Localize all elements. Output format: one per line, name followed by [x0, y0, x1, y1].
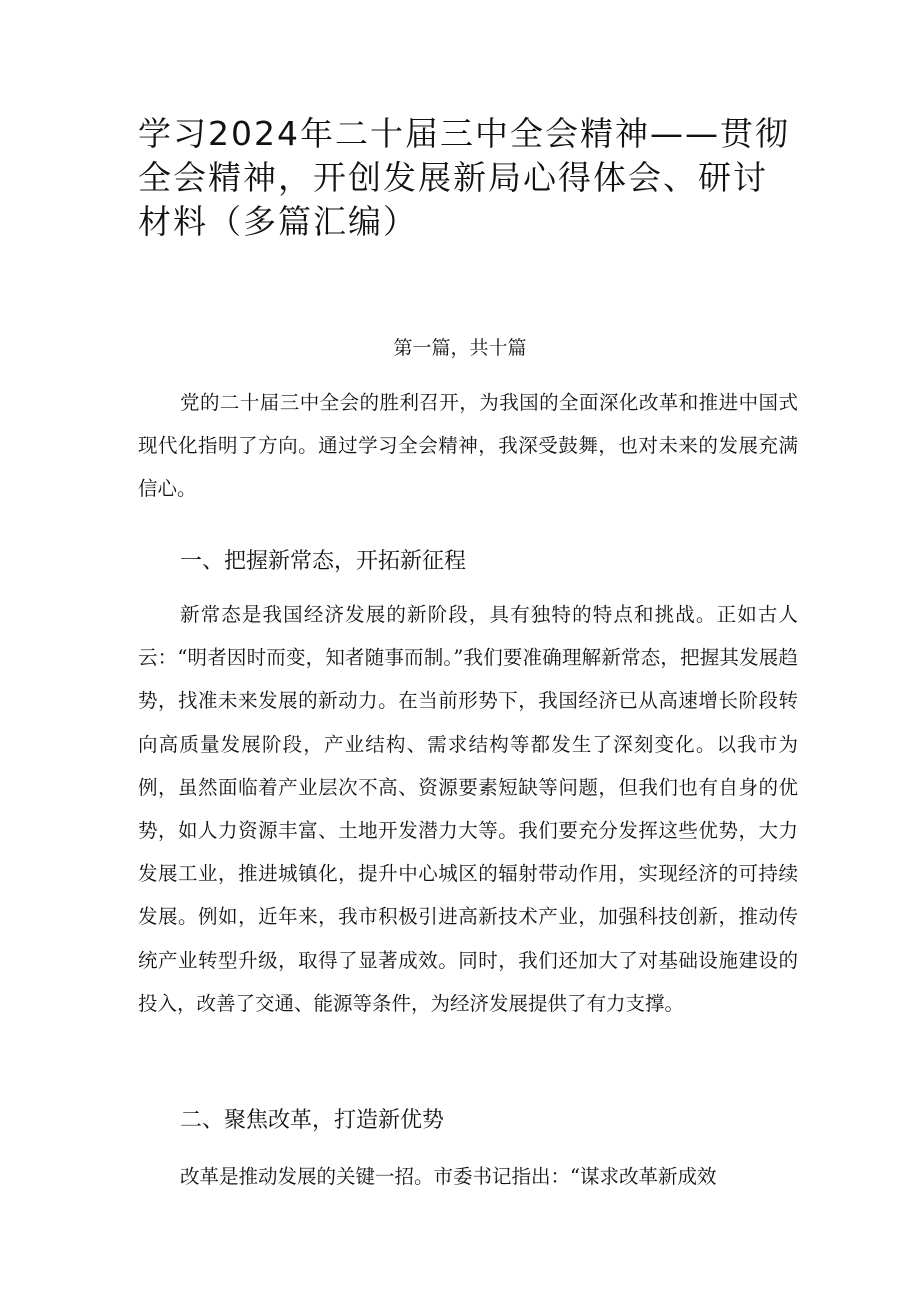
section-2-paragraph: 改革是推动发展的关键一招。市委书记指出：“谋求改革新成效 [180, 1165, 717, 1188]
document-title: 学习2024年二十届三中全会精神——贯彻全会精神，开创发展新局心得体会、研讨材料（多篇汇编） [138, 114, 790, 241]
document-subtitle: 第一篇，共十篇 [393, 337, 527, 359]
section-2-heading: 二、聚焦改革，打造新优势 [180, 1108, 445, 1133]
section-1-paragraph: 新常态是我国经济发展的新阶段，具有独特的特点和挑战。正如古人云：“明者因时而变，知者随事而制。”我们要准确理解新常态，把握其发展趋势，找准未来发展的新动力。在当前形势下，我国经济已从高速增长阶段转向高质量发展阶段，产业结构、需求结构等都发生了深刻变化。以我市为例，虽然面临着产业层次不高、资源要素短缺等问题，但我们也有自身的优势，如人力资源丰富、土地开发潜力大等。我们要充分发挥这些优势，大力发展工业，推进城镇化，提升中心城区的辐射带动作用，实现经济的可持续发展。例如，近年来，我市积极引进高新技术产业，加强科技创新，推动传统产业转型升级，取得了显著成效。同时，我们还加大了对基础设施建设的投入，改善了交通、能源等条件，为经济发展提供了有力支撑。 [138, 603, 798, 1015]
intro-paragraph: 党的二十届三中全会的胜利召开，为我国的全面深化改革和推进中国式现代化指明了方向。通过学习全会精神，我深受鼓舞，也对未来的发展充满信心。 [138, 391, 798, 501]
section-1-heading: 一、把握新常态，开拓新征程 [180, 549, 467, 574]
